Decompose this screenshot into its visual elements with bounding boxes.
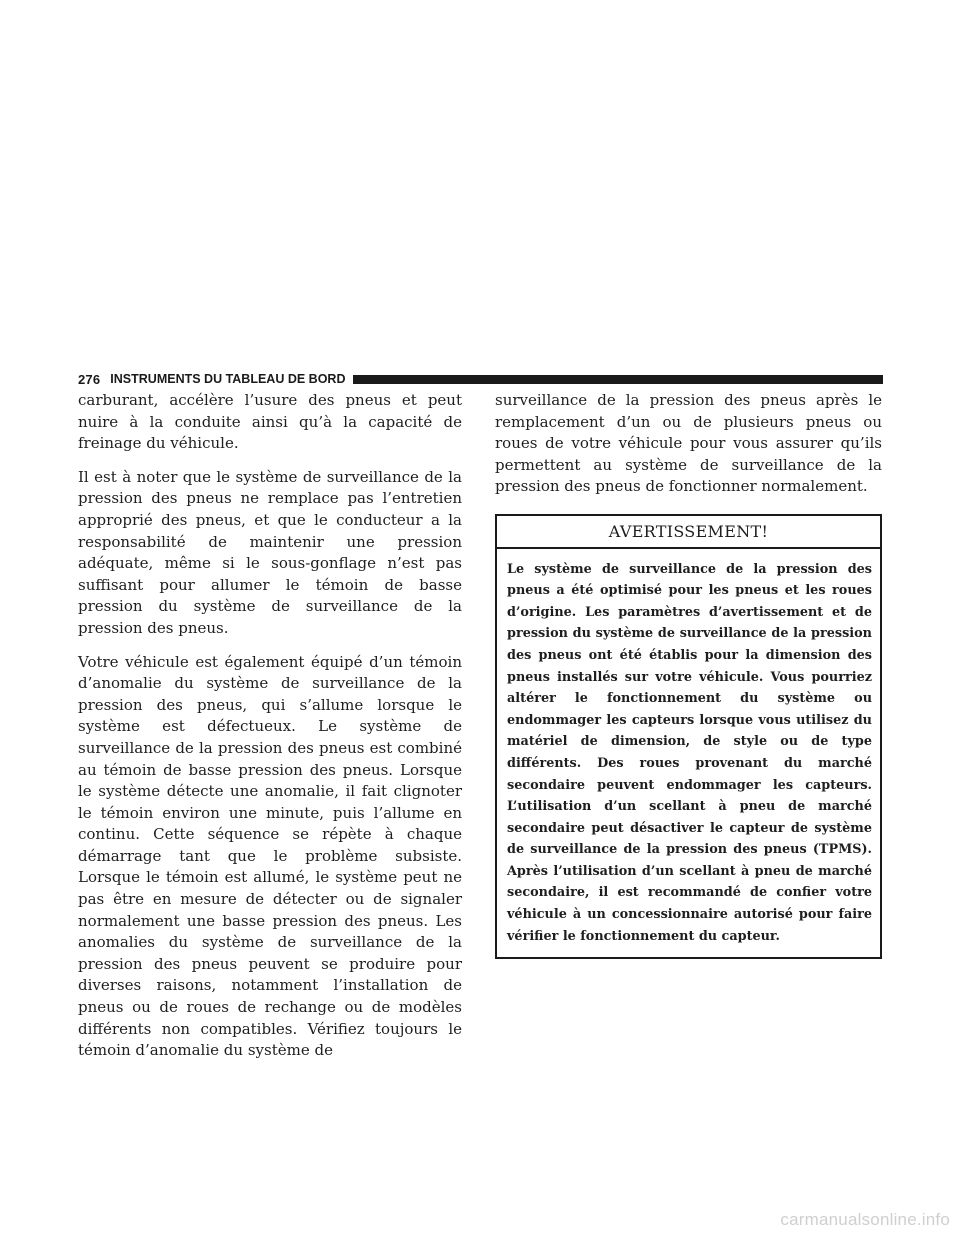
left-column — [78, 390, 462, 1074]
warning-body: Le système de surveillance de la pression des pneus a été optimisé pour les pneus et les roues d’origine. Les paramètres d’avertissement et de pression du système de surveillance de la pression des pneus ont été établis pour la dimension des pneus installés sur votre véhicule. Vous pourriez altérer le fonctionnement du système ou endommager les capteurs lorsque vous utilisez du matériel de dimension, de style ou de type différents. Des roues provenant du marché secondaire peuvent endommager les capteurs. L’utilisation d’un scellant à pneu de marché secondaire peut désactiver le capteur de système de surveillance de la pression des pneus (TPMS). Après l’utilisation d’un scellant à pneu de marché secondaire, il est recommandé de confier votre véhicule à un concessionnaire autorisé pour faire vérifier le fonctionnement du capteur. — [507, 561, 872, 944]
section-title: INSTRUMENTS DU TABLEAU DE BORD — [110, 372, 346, 386]
right-column — [495, 390, 882, 959]
paragraph: carburant, accélère l’usure des pneus et peut nuire à la conduite ainsi qu’à la capacité de freinage du véhicule. — [78, 391, 462, 453]
paragraph: surveillance de la pression des pneus après le remplacement d’un ou de plusieurs pneus ou roues de votre véhicule pour vous assurer qu’ils permettent au système de surveillance de la pression des pneus de fonctionner normalement. — [495, 391, 882, 496]
page-header — [78, 370, 883, 388]
page-number: 276 — [78, 371, 101, 387]
header-rule — [353, 375, 883, 384]
paragraph: Il est à noter que le système de surveillance de la pression des pneus ne remplace pas l’entretien approprié des pneus, et que le conducteur a la responsabilité de maintenir une pression adéquate, même si le sous-gonflage n’est pas suffisant pour allumer le témoin de basse pression du système de surveillance de la pression des pneus. — [78, 467, 462, 637]
paragraph: Votre véhicule est également équipé d’un témoin d’anomalie du système de surveillance de la pression des pneus, qui s’allume lorsque le système est défectueux. Le système de surveillance de la pression des pneus est combiné au témoin de basse pression des pneus. Lorsque le système détecte une anomalie, il fait clignoter le témoin environ une minute, puis l’allume en continu. Cette séquence se répète à chaque démarrage tant que le problème subsiste. Lorsque le témoin est allumé, le système peut ne pas être en mesure de détecter ou de signaler normalement une basse pression des pneus. Les anomalies du système de surveillance de la pression des pneus peuvent se produire pour diverses raisons, notamment l’installation de pneus ou de roues de rechange ou de modèles différents non compatibles. Vérifiez toujours le témoin d’anomalie du système de — [78, 652, 462, 1060]
warning-box — [495, 514, 882, 959]
warning-title: AVERTISSEMENT! — [497, 516, 880, 549]
watermark: carmanualsonline.info — [780, 1210, 950, 1229]
